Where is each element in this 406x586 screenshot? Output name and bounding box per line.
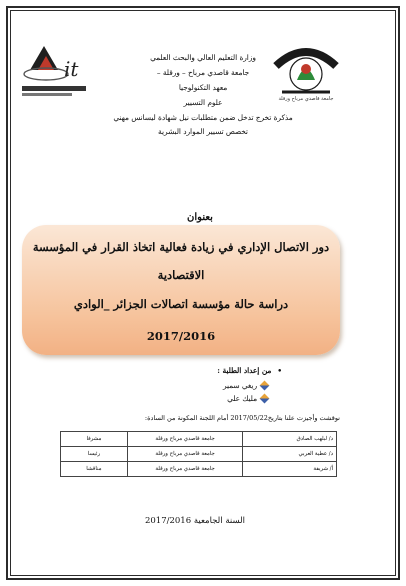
student-name: ريغي سمير (222, 381, 257, 390)
bullet-arrow-icon (260, 394, 270, 404)
institute-line: معهد التكنولوجيا (178, 82, 228, 92)
student-name: مليك علي (227, 394, 257, 403)
member-name: د/ لبلهب الصادق (243, 432, 337, 447)
member-name: د/ عطية العربي (243, 447, 337, 462)
bullet-arrow-icon (260, 381, 270, 391)
member-university: جامعة قاصدي مرباح ورقلة (127, 432, 243, 447)
table-row (61, 447, 337, 462)
member-university: جامعة قاصدي مرباح ورقلة (127, 447, 243, 462)
member-university: جامعة قاصدي مرباح ورقلة (127, 462, 243, 477)
committee-table (60, 431, 337, 477)
department-line: علوم التسيير (183, 97, 223, 107)
case-study: دراسة حالة مؤسسة اتصالات الجزائر _الوادي (73, 297, 289, 311)
seal-text: جامعة قاصدي مرباح ورقلة (278, 96, 334, 102)
member-role: مناقشا (61, 462, 128, 477)
member-role: رئيسا (61, 447, 128, 462)
member-role: مشرفا (61, 432, 128, 447)
defense-note: نوقشت وأجيزت علنا بتاريخ2017/05/22 أمام اللجنة المكونة من السادة: (144, 414, 340, 422)
student-item (140, 381, 268, 390)
academic-year: السنة الجامعية 2017/2016 (144, 516, 245, 526)
table-row (61, 462, 337, 477)
table-row (61, 432, 337, 447)
student-item (140, 394, 268, 403)
ministry-line: وزارة التعليم العالي والبحث العلمي (150, 53, 256, 62)
students-block (140, 366, 282, 407)
thesis-year: 2017/2016 (146, 329, 216, 343)
students-label: • من إعداد الطلبة : (140, 366, 282, 375)
university-line: جامعة قاصدي مرباح – ورقلة – (156, 67, 250, 77)
thesis-title: دور الاتصال الإداري في زيادة فعالية اتخاذ القرار في المؤسسة الاقتصادية (32, 240, 330, 282)
specialty-line: تخصص تسيير الموارد البشرية (158, 127, 248, 137)
title-label: بعنوان (187, 212, 213, 223)
institute-logo-icon (16, 40, 94, 102)
member-name: أ/ شريفة (243, 462, 337, 477)
title-box (22, 225, 340, 355)
memo-line: مذكرة تخرج تدخل ضمن متطلبات نيل شهادة ليسانس مهني (113, 112, 293, 122)
logo-text: it (64, 57, 79, 81)
header-block (100, 54, 306, 143)
